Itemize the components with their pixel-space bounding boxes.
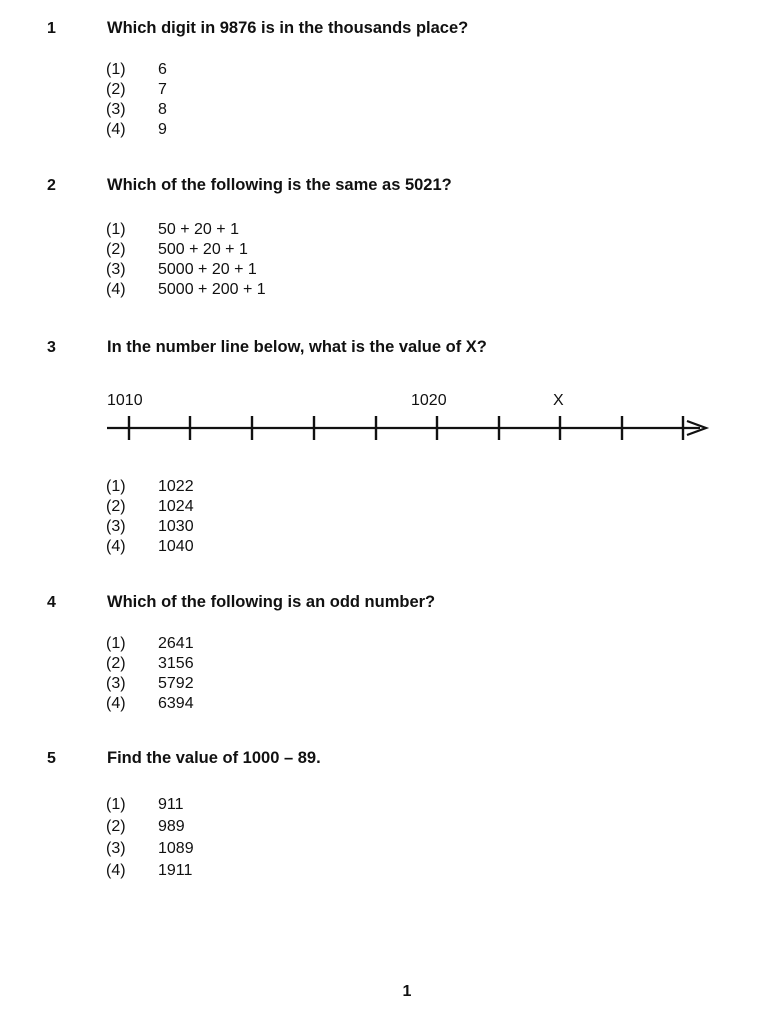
option-value: 50 + 20 + 1	[158, 221, 239, 238]
option-value: 1911	[158, 862, 193, 879]
option-value: 1089	[158, 840, 194, 857]
option-1[interactable]	[106, 477, 194, 497]
option-1[interactable]	[106, 60, 167, 80]
option-3[interactable]	[106, 838, 194, 860]
option-value: 6	[158, 61, 167, 78]
option-label: (4)	[106, 538, 126, 555]
option-2[interactable]	[106, 497, 194, 517]
option-label: (2)	[106, 241, 126, 258]
option-label: (2)	[106, 818, 126, 835]
question-number: 3	[47, 339, 56, 356]
option-4[interactable]	[106, 120, 167, 140]
question-text: In the number line below, what is the value of X?	[107, 338, 487, 356]
option-value: 1030	[158, 518, 194, 535]
option-label: (1)	[106, 61, 126, 78]
option-value: 1024	[158, 498, 194, 515]
option-3[interactable]	[106, 100, 167, 120]
options-list	[106, 634, 194, 714]
option-value: 911	[158, 796, 184, 813]
option-3[interactable]	[106, 517, 194, 537]
options-list	[106, 794, 194, 882]
number-line-label-mid: 1020	[411, 392, 447, 409]
option-1[interactable]	[106, 220, 266, 240]
option-4[interactable]	[106, 694, 194, 714]
question-number: 5	[47, 750, 56, 767]
question-number: 4	[47, 594, 56, 611]
option-value: 500 + 20 + 1	[158, 241, 248, 258]
number-line	[100, 380, 720, 450]
option-value: 2641	[158, 635, 194, 652]
question-number: 2	[47, 177, 56, 194]
option-label: (3)	[106, 518, 126, 535]
option-value: 7	[158, 81, 167, 98]
options-list	[106, 477, 194, 557]
option-value: 9	[158, 121, 167, 138]
option-label: (2)	[106, 498, 126, 515]
option-label: (4)	[106, 862, 126, 879]
option-value: 1022	[158, 478, 194, 495]
option-label: (1)	[106, 478, 126, 495]
question-text: Which of the following is an odd number?	[107, 593, 436, 611]
option-value: 989	[158, 818, 185, 835]
option-value: 5000 + 20 + 1	[158, 261, 257, 278]
option-label: (1)	[106, 221, 126, 238]
option-2[interactable]	[106, 816, 194, 838]
option-label: (3)	[106, 840, 126, 857]
question-number: 1	[47, 20, 56, 37]
option-label: (2)	[106, 655, 126, 672]
question-text: Which digit in 9876 is in the thousands place?	[107, 19, 469, 37]
option-2[interactable]	[106, 80, 167, 100]
number-line-label-x: X	[553, 392, 564, 409]
page-number: 1	[402, 983, 412, 1000]
question-text: Which of the following is the same as 5021?	[107, 176, 452, 194]
option-2[interactable]	[106, 240, 266, 260]
options-list	[106, 220, 266, 300]
option-label: (4)	[106, 695, 126, 712]
question-text: Find the value of 1000 – 89.	[107, 749, 321, 767]
option-label: (4)	[106, 281, 126, 298]
option-3[interactable]	[106, 260, 266, 280]
number-line-label-start: 1010	[107, 392, 143, 409]
option-4[interactable]	[106, 537, 194, 557]
option-4[interactable]	[106, 860, 194, 882]
option-value: 1040	[158, 538, 194, 555]
option-label: (1)	[106, 796, 126, 813]
option-value: 5000 + 200 + 1	[158, 281, 266, 298]
option-value: 5792	[158, 675, 194, 692]
option-value: 6394	[158, 695, 194, 712]
option-label: (3)	[106, 101, 126, 118]
option-label: (3)	[106, 675, 126, 692]
option-label: (1)	[106, 635, 126, 652]
options-list	[106, 60, 167, 140]
option-1[interactable]	[106, 794, 194, 816]
option-value: 3156	[158, 655, 194, 672]
option-2[interactable]	[106, 654, 194, 674]
option-1[interactable]	[106, 634, 194, 654]
option-label: (3)	[106, 261, 126, 278]
option-4[interactable]	[106, 280, 266, 300]
option-label: (2)	[106, 81, 126, 98]
option-label: (4)	[106, 121, 126, 138]
option-value: 8	[158, 101, 167, 118]
option-3[interactable]	[106, 674, 194, 694]
